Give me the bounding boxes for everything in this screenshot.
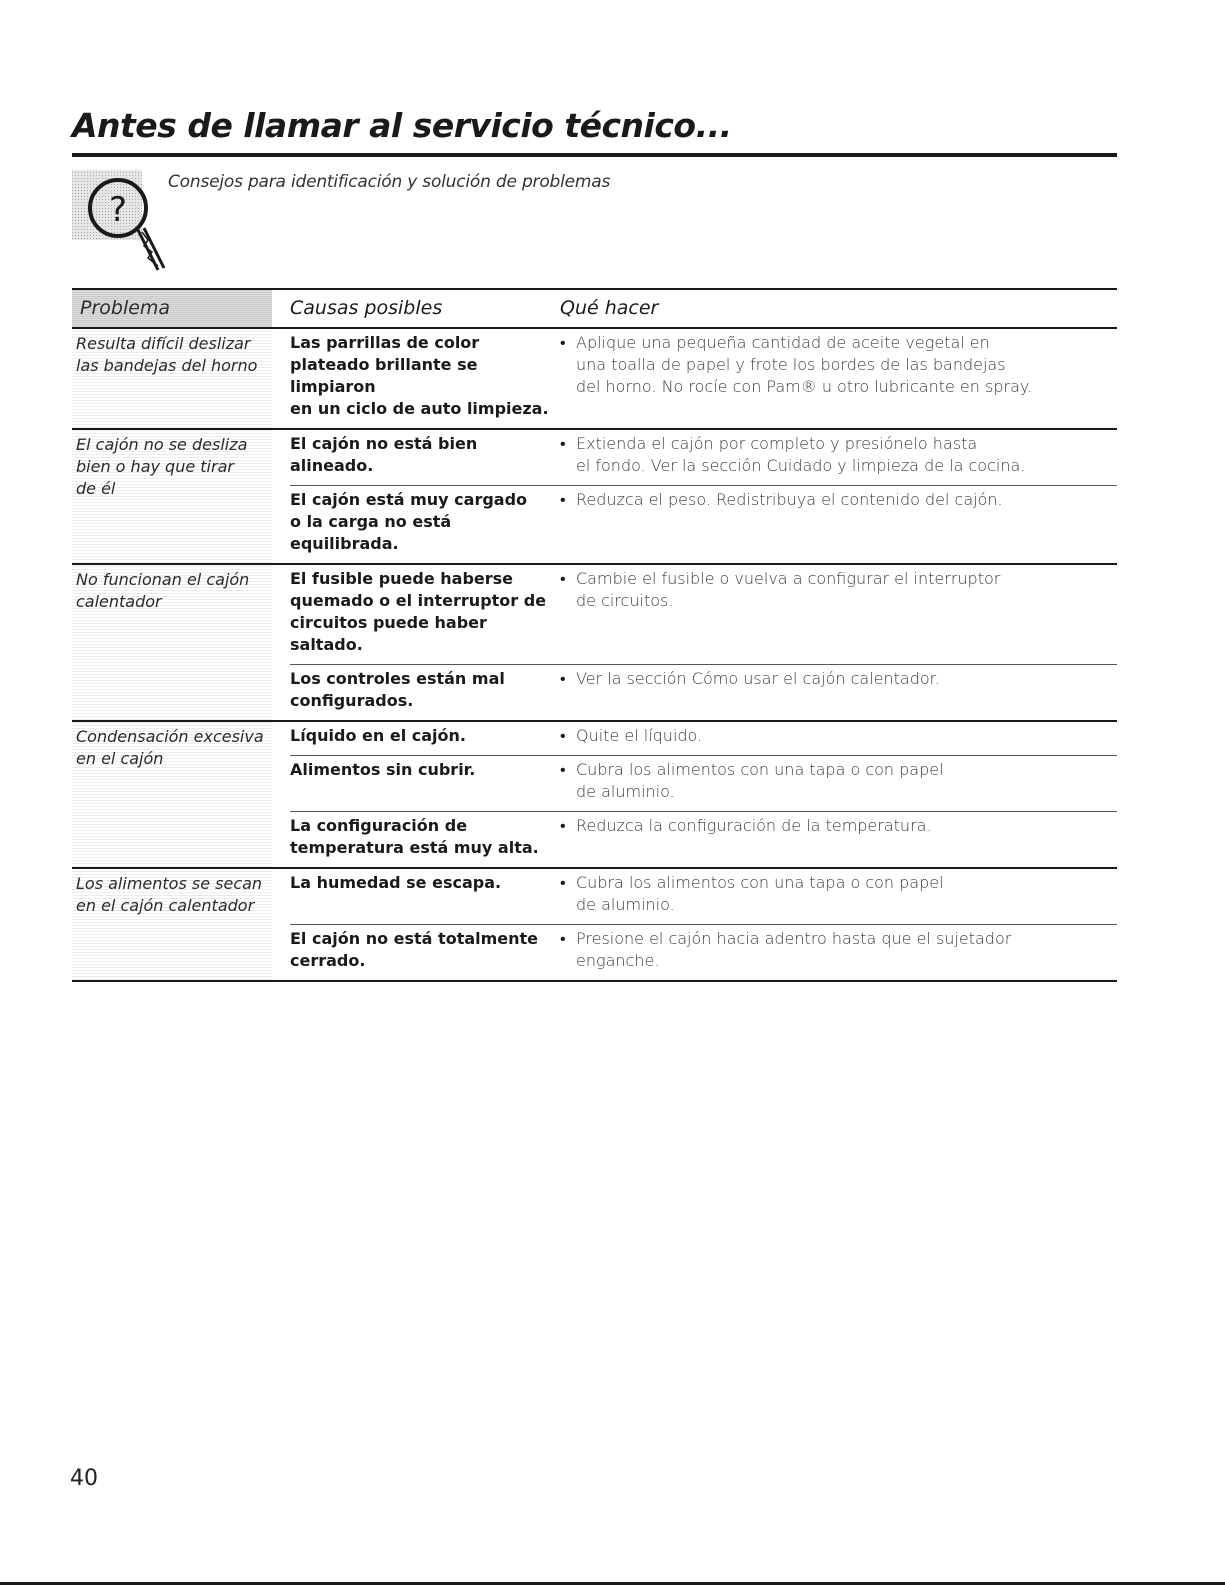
cause-row — [290, 869, 1117, 924]
question-magnifier-icon — [72, 166, 172, 278]
action-text: • Cubra los alimentos con una tapa o con papel de aluminio. — [560, 759, 944, 803]
problem-label: Los alimentos se secan en el cajón calentador — [72, 869, 272, 980]
action-text: • Aplique una pequeña cantidad de aceite vegetal en una toalla de papel y frote los bordes de las bandejas del horno. No rocíe con Pam® u otro lubricante en spray. — [560, 332, 1032, 420]
cause-row — [290, 329, 1117, 428]
cause-text: La configuración de temperatura está muy alta. — [290, 816, 539, 857]
cause-row — [290, 722, 1117, 755]
problem-group — [72, 329, 1117, 430]
column-header-actions: Qué hacer — [560, 297, 659, 319]
problem-label: El cajón no se desliza bien o hay que tirar de él — [72, 430, 272, 563]
cause-row — [290, 924, 1117, 980]
svg-text:?: ? — [108, 190, 128, 230]
action-text: • Presione el cajón hacia adentro hasta que el sujetador enganche. — [560, 928, 1011, 972]
cause-text: El cajón no está bien alineado. — [290, 434, 478, 475]
problem-label: Condensación excesiva en el cajón — [72, 722, 272, 867]
action-text: • Extienda el cajón por completo y presiónelo hasta el fondo. Ver la sección Cuidado y limpieza de la cocina. — [560, 433, 1025, 477]
action-text: • Quite el líquido. — [560, 725, 702, 747]
cause-row — [290, 811, 1117, 867]
table-header — [72, 290, 1117, 329]
page-title: Antes de llamar al servicio técnico... — [72, 106, 732, 145]
problem-group — [72, 430, 1117, 565]
cause-text: El cajón está muy cargado o la carga no está equilibrada. — [290, 490, 528, 553]
cause-text: La humedad se escapa. — [290, 873, 502, 892]
cause-text: Líquido en el cajón. — [290, 726, 466, 745]
problem-group — [72, 869, 1117, 982]
cause-row — [290, 430, 1117, 485]
title-divider — [72, 153, 1117, 157]
cause-text: Las parrillas de color plateado brillante se limpiaron en un ciclo de auto limpieza. — [290, 333, 549, 418]
cause-row — [290, 565, 1117, 664]
problem-group — [72, 722, 1117, 869]
cause-row — [290, 485, 1117, 563]
page-number: 40 — [70, 1466, 98, 1491]
cause-text: Los controles están mal configurados. — [290, 669, 505, 710]
problem-label: No funcionan el cajón calentador — [72, 565, 272, 720]
action-text: • Reduzca la configuración de la temperatura. — [560, 815, 932, 859]
action-text: • Cambie el fusible o vuelva a configurar el interruptor de circuitos. — [560, 568, 1000, 656]
problem-label: Resulta difícil deslizar las bandejas del horno — [72, 329, 272, 428]
problem-group — [72, 565, 1117, 722]
page-subtitle: Consejos para identificación y solución de problemas — [168, 172, 611, 192]
action-text: • Reduzca el peso. Redistribuya el contenido del cajón. — [560, 489, 1003, 555]
cause-text: El cajón no está totalmente cerrado. — [290, 929, 539, 970]
action-text: • Ver la sección Cómo usar el cajón calentador. — [560, 668, 940, 712]
cause-text: Alimentos sin cubrir. — [290, 760, 476, 779]
action-text: • Cubra los alimentos con una tapa o con papel de aluminio. — [560, 872, 944, 916]
cause-row — [290, 664, 1117, 720]
column-header-problem: Problema — [72, 290, 272, 327]
cause-text: El fusible puede haberse quemado o el interruptor de circuitos puede haber saltado. — [290, 569, 547, 654]
troubleshooting-table — [72, 288, 1117, 982]
cause-row — [290, 755, 1117, 811]
column-header-causes: Causas posibles — [290, 297, 443, 319]
